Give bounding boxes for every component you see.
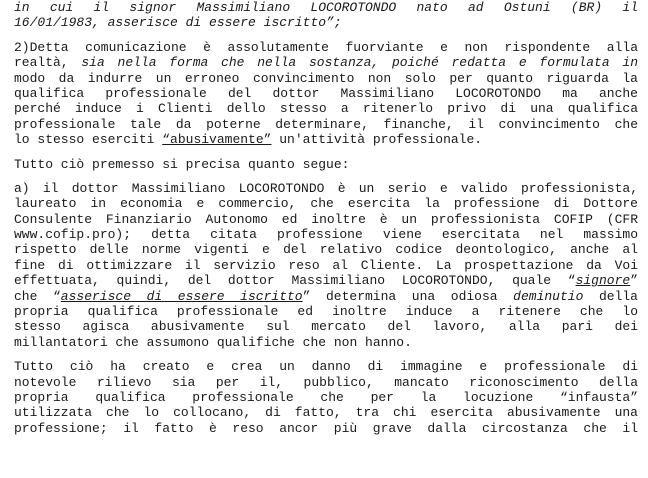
text-segment: a) il dottor Massimiliano LOCOROTONDO è un serio e valido professionista, (14, 180, 638, 196)
text-segment: 2)Detta comunicazione è assolutamente fuorviante e non rispondente alla (14, 39, 638, 55)
text-line (14, 101, 638, 116)
paragraph-p-5 (14, 359, 638, 436)
text-segment: 16/01/1983, asserisce di essere iscritto”; (14, 15, 342, 31)
text-line (14, 132, 638, 147)
text-line (14, 212, 638, 227)
text-segment: “abusivamente” (162, 132, 272, 148)
text-segment: notevole rilievo sia per il, pubblico, mancato riconoscimento della (14, 374, 638, 390)
paragraph-p-2 (14, 40, 638, 148)
paragraph-p-3 (14, 157, 638, 172)
text-segment: modo da indurre un erroneo convincimento non solo per quanto riguarda la (14, 70, 638, 86)
text-line (14, 71, 638, 86)
text-segment: un'attività professionale. (271, 132, 483, 148)
text-segment: della (583, 288, 638, 304)
text-line (14, 289, 638, 304)
text-segment: perché induce i Clienti dello stesso a ritenerlo privo di una qualifica (14, 101, 638, 117)
text-line (14, 359, 638, 374)
text-segment: lo stesso eserciti (14, 132, 163, 148)
text-segment: Tutto ciò premesso si precisa quanto segue: (14, 156, 350, 172)
text-segment: qualifica professionale del dottor Massimiliano LOCOROTONDO ma anche (14, 85, 638, 101)
text-segment: che “ (14, 288, 61, 304)
text-segment: effettuata, quindi, del dottor Massimiliano LOCOROTONDO, quale “ (14, 273, 576, 289)
text-line (14, 181, 638, 196)
text-line (14, 0, 638, 15)
text-line (14, 15, 638, 30)
text-line (14, 40, 638, 55)
text-line (14, 405, 638, 420)
text-line (14, 390, 638, 405)
text-line (14, 319, 638, 334)
text-segment: in cui il signor Massimiliano LOCOROTONDO nato ad Ostuni (BR) il (14, 0, 638, 15)
text-segment: asserisce di essere iscritto (60, 288, 303, 304)
paragraph-gap (14, 172, 638, 181)
text-segment: www.cofip.pro); detta citata professione viene esercitata nel massimo (14, 227, 638, 243)
text-segment: millantatori che assumono qualifiche che non hanno. (14, 334, 412, 350)
text-line (14, 335, 638, 350)
document-page (14, 0, 638, 436)
text-segment: propria qualifica professionale ed inoltre induce a ritenere che lo (14, 304, 638, 320)
text-segment: Consulente Finanziario Autonomo ed inoltre è un professionista COFIP (CFR (14, 211, 638, 227)
text-line (14, 86, 638, 101)
text-line (14, 196, 638, 211)
text-segment: stesso agisca abusivamente sul mercato del lavoro, alla pari dei (14, 319, 638, 335)
text-segment: laureato in economia e commercio, che esercita la professione di Dottore (14, 196, 638, 212)
paragraph-gap (14, 31, 638, 40)
text-segment: propria qualifica professionale che per la locuzione “infausta” (14, 389, 638, 405)
text-segment: Tutto ciò ha creato e crea un danno di immagine e professionale di (14, 359, 638, 375)
paragraph-p-a (14, 181, 638, 350)
paragraph-p-intro (14, 0, 638, 31)
text-line (14, 421, 638, 436)
text-line (14, 157, 638, 172)
text-segment: utilizzata che lo collocano, di fatto, tra chi esercita abusivamente una (14, 405, 638, 421)
text-line (14, 227, 638, 242)
paragraph-gap (14, 148, 638, 157)
text-segment: fine di ottimizzare il servizio reso al Cliente. La prospettazione da Voi (14, 257, 638, 273)
text-segment: deminutio (513, 288, 584, 304)
text-line (14, 304, 638, 319)
text-line (14, 242, 638, 257)
text-line (14, 375, 638, 390)
text-segment: signore (575, 273, 631, 289)
text-segment: ” determina una odiosa (302, 288, 514, 304)
text-segment: professione; il fatto è reso ancor più grave dalla circostanza che il (14, 420, 638, 436)
text-segment: professionale tale da poterne determinare, finanche, il convincimento che (14, 116, 638, 132)
text-segment: sia nella forma che nella sostanza, poiché redatta e formulata in (81, 55, 638, 71)
text-line (14, 273, 638, 288)
text-line (14, 55, 638, 70)
text-line (14, 258, 638, 273)
text-segment: rispetto delle norme vigenti e del relativo codice deontologico, anche al (14, 242, 638, 258)
text-line (14, 117, 638, 132)
paragraph-gap (14, 350, 638, 359)
text-segment: ” (630, 273, 638, 289)
text-segment: realtà, (14, 55, 82, 71)
